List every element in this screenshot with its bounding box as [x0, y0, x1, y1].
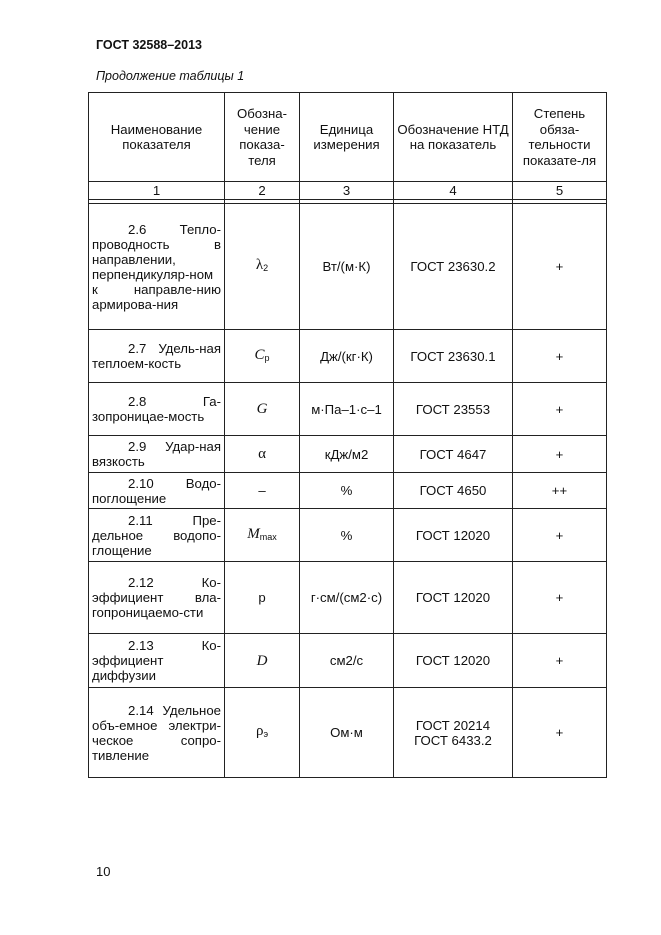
column-number: 2	[225, 182, 300, 200]
column-number: 1	[89, 182, 225, 200]
property-degree: +	[513, 383, 607, 436]
property-degree: +	[513, 688, 607, 778]
property-symbol: G	[225, 383, 300, 436]
property-unit: Ом·м	[300, 688, 394, 778]
property-ntd: ГОСТ 4650	[394, 473, 513, 509]
property-name: 2.11 Пре-дельное водопо-глощение	[89, 509, 225, 562]
table-row	[89, 562, 607, 634]
table-row	[89, 509, 607, 562]
property-name: 2.8 Га-зопроницае-мость	[89, 383, 225, 436]
property-degree: +	[513, 436, 607, 473]
property-degree: +	[513, 330, 607, 383]
table-row	[89, 383, 607, 436]
property-degree: ++	[513, 473, 607, 509]
property-degree: +	[513, 562, 607, 634]
property-unit: Дж/(кг·К)	[300, 330, 394, 383]
page-number: 10	[96, 864, 111, 879]
table-header-row	[89, 93, 607, 182]
property-ntd: ГОСТ 23630.1	[394, 330, 513, 383]
property-unit: Вт/(м·К)	[300, 204, 394, 330]
property-name: 2.9 Удар-ная вязкость	[89, 436, 225, 473]
table-row	[89, 436, 607, 473]
column-header-ntd: Обозначение НТД на показатель	[394, 93, 513, 182]
property-degree: +	[513, 204, 607, 330]
column-number-row	[89, 182, 607, 200]
property-degree: +	[513, 509, 607, 562]
property-name: 2.6 Тепло-проводность в направлении, перпендикуляр-ном к направле-нию армирова-ния	[89, 204, 225, 330]
property-symbol: –	[225, 473, 300, 509]
property-unit: %	[300, 509, 394, 562]
property-symbol: α	[225, 436, 300, 473]
table-continuation-caption: Продолжение таблицы 1	[96, 69, 245, 83]
table-row	[89, 688, 607, 778]
property-symbol: D	[225, 634, 300, 688]
property-ntd: ГОСТ 12020	[394, 562, 513, 634]
property-unit: %	[300, 473, 394, 509]
property-name: 2.12 Ко-эффициент вла-гопроницаемо-сти	[89, 562, 225, 634]
column-header-symbol: Обозна-чение показа-теля	[225, 93, 300, 182]
property-symbol: $C_p$	[225, 330, 300, 383]
property-name: 2.7 Удель-ная теплоем-кость	[89, 330, 225, 383]
property-ntd: ГОСТ 12020	[394, 509, 513, 562]
column-header-degree: Степень обяза-тельности показате-ля	[513, 93, 607, 182]
property-symbol: $\lambda_2$	[225, 204, 300, 330]
column-header-name: Наименование показателя	[89, 93, 225, 182]
property-degree: +	[513, 634, 607, 688]
column-number: 4	[394, 182, 513, 200]
property-name: 2.14 Удельное объ-емное электри-ческое сопро-тивление	[89, 688, 225, 778]
table-row	[89, 634, 607, 688]
property-ntd: ГОСТ 4647	[394, 436, 513, 473]
property-symbol: $M_{max}$	[225, 509, 300, 562]
property-ntd: ГОСТ 12020	[394, 634, 513, 688]
property-ntd: ГОСТ 23630.2	[394, 204, 513, 330]
table-row	[89, 330, 607, 383]
property-name: 2.10 Водо-поглощение	[89, 473, 225, 509]
property-ntd: ГОСТ 20214 ГОСТ 6433.2	[394, 688, 513, 778]
property-symbol: p	[225, 562, 300, 634]
table-row	[89, 204, 607, 330]
document-code: ГОСТ 32588–2013	[96, 38, 202, 52]
property-ntd: ГОСТ 23553	[394, 383, 513, 436]
column-number: 5	[513, 182, 607, 200]
table-row	[89, 473, 607, 509]
property-unit: кДж/м2	[300, 436, 394, 473]
property-unit: г·см/(см2·с)	[300, 562, 394, 634]
property-unit: см2/с	[300, 634, 394, 688]
property-unit: м·Па–1·с–1	[300, 383, 394, 436]
properties-table	[88, 92, 607, 778]
column-number: 3	[300, 182, 394, 200]
column-header-unit: Единица измерения	[300, 93, 394, 182]
property-symbol: $\rho_э$	[225, 688, 300, 778]
property-name: 2.13 Ко-эффициент диффузии	[89, 634, 225, 688]
